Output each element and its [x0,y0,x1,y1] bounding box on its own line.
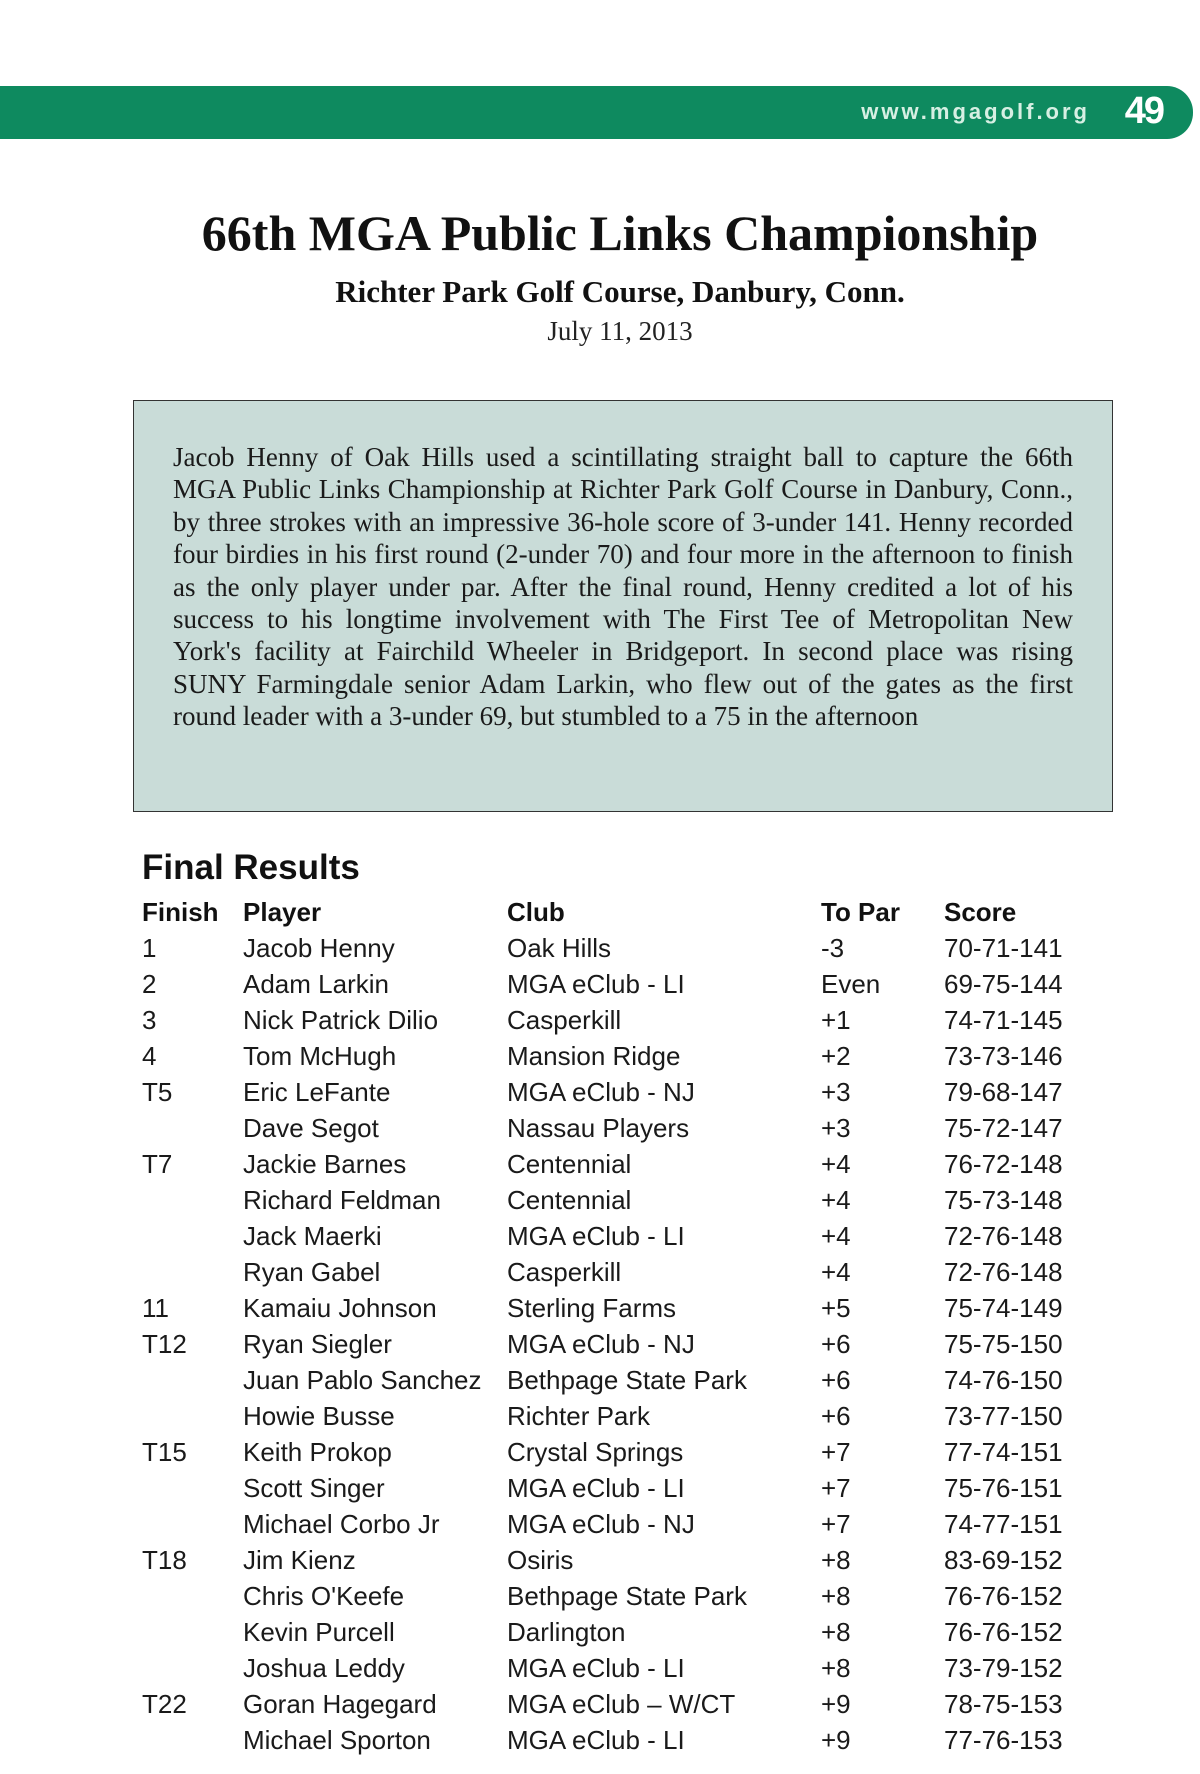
score-cell: 73-77-150 [944,1401,1063,1431]
finish-cell [142,1614,243,1650]
score-cell: 76-76-152 [944,1617,1063,1647]
club-cell: MGA eClub - LI [507,1725,685,1755]
finish-cell [142,1218,243,1254]
player-cell: Dave Segot [243,1113,379,1143]
table-row [142,1506,1104,1542]
table-row [142,1254,1104,1290]
table-row [142,1074,1104,1110]
club-cell: Darlington [507,1617,626,1647]
table-row [142,1326,1104,1362]
to-par-cell: +9 [821,1689,851,1719]
club-cell: Oak Hills [507,933,612,963]
to-par-cell: +4 [821,1221,851,1251]
finish-cell: 3 [142,1005,157,1035]
score-cell: 76-72-148 [944,1149,1063,1179]
score-cell: 73-79-152 [944,1653,1063,1683]
table-row [142,1002,1104,1038]
score-cell: 73-73-146 [944,1041,1063,1071]
score-cell: 74-71-145 [944,1005,1063,1035]
club-cell: MGA eClub - LI [507,969,685,999]
table-row [142,930,1104,966]
to-par-cell: +4 [821,1185,851,1215]
score-cell: 74-77-151 [944,1509,1063,1539]
club-cell: Casperkill [507,1005,622,1035]
to-par-cell: +8 [821,1545,851,1575]
club-cell: Centennial [507,1149,632,1179]
finish-cell [142,1110,243,1146]
finish-cell [142,1362,243,1398]
player-cell: Kamaiu Johnson [243,1293,437,1323]
player-cell: Adam Larkin [243,969,389,999]
score-cell: 75-72-147 [944,1113,1063,1143]
player-cell: Richard Feldman [243,1185,441,1215]
finish-cell: T7 [142,1149,173,1179]
to-par-cell: +5 [821,1293,851,1323]
table-row [142,1650,1104,1686]
score-cell: 72-76-148 [944,1221,1063,1251]
score-cell: 74-76-150 [944,1365,1063,1395]
finish-cell [142,1578,243,1614]
to-par-cell: +4 [821,1149,851,1179]
score-cell: 75-75-150 [944,1329,1063,1359]
score-cell: 83-69-152 [944,1545,1063,1575]
score-cell: 70-71-141 [944,933,1063,963]
finish-cell: T12 [142,1329,187,1359]
score-cell: 76-76-152 [944,1581,1063,1611]
table-row [142,1146,1104,1182]
player-cell: Ryan Gabel [243,1257,381,1287]
to-par-cell: +8 [821,1581,851,1611]
score-cell: 77-76-153 [944,1725,1063,1755]
club-cell: Bethpage State Park [507,1365,747,1395]
player-cell: Nick Patrick Dilio [243,1005,439,1035]
table-row [142,1578,1104,1614]
club-cell: MGA eClub - LI [507,1473,685,1503]
player-cell: Jackie Barnes [243,1149,407,1179]
club-cell: Mansion Ridge [507,1041,681,1071]
column-header-player: Player [243,897,322,927]
club-cell: MGA eClub - NJ [507,1509,695,1539]
table-row [142,1182,1104,1218]
to-par-cell: Even [821,969,881,999]
finish-cell [142,1398,243,1434]
to-par-cell: +4 [821,1257,851,1287]
results-table [142,894,1104,1758]
column-header-score: Score [944,897,1017,927]
site-url[interactable]: www.mgagolf.org [861,99,1090,124]
finish-cell: T5 [142,1077,173,1107]
player-cell: Chris O'Keefe [243,1581,405,1611]
to-par-cell: +7 [821,1473,851,1503]
event-date: July 11, 2013 [547,316,693,346]
player-cell: Jim Kienz [243,1545,356,1575]
summary-text: Jacob Henny of Oak Hills used a scintillating straight ball to capture the 66th MGA Public Links Championship at Richter Park Golf Course in Danbury, Conn., by three strokes with an impressive 36-hole score of 3-under 141. Henny recorded four birdies in his first round (2-under 70) and four more in the afternoon to finish as the only player under par. After the final round, Henny credited a lot of his success to his longtime involvement with The First Tee of Metropolitan New York's facility at Fairchild Wheeler in Bridgeport. In second place was rising SUNY Farmingdale senior Adam Larkin, who flew out of the gates as the first round leader with a 3-under 69, but stumbled to a 75 in the afternoon [173,442,1073,732]
to-par-cell: +6 [821,1401,851,1431]
to-par-cell: +3 [821,1113,851,1143]
club-cell: MGA eClub – W/CT [507,1689,736,1719]
player-cell: Jacob Henny [243,933,395,963]
club-cell: Casperkill [507,1257,622,1287]
score-cell: 75-76-151 [944,1473,1063,1503]
player-cell: Michael Sporton [243,1725,431,1755]
score-cell: 75-74-149 [944,1293,1063,1323]
score-cell: 79-68-147 [944,1077,1063,1107]
results-body [142,930,1104,1758]
table-row [142,1038,1104,1074]
player-cell: Scott Singer [243,1473,385,1503]
column-header-club: Club [507,897,565,927]
to-par-cell: +7 [821,1437,851,1467]
header-banner [0,86,1193,139]
table-row [142,1362,1104,1398]
club-cell: MGA eClub - NJ [507,1329,695,1359]
club-cell: Osiris [507,1545,574,1575]
table-row [142,1722,1104,1758]
to-par-cell: -3 [821,933,845,963]
column-header-finish: Finish [142,897,219,927]
table-row [142,1398,1104,1434]
results-header-row [142,894,1104,930]
score-cell: 78-75-153 [944,1689,1063,1719]
finish-cell [142,1182,243,1218]
finish-cell: 1 [142,933,157,963]
table-row [142,1542,1104,1578]
to-par-cell: +2 [821,1041,851,1071]
club-cell: Richter Park [507,1401,651,1431]
table-row [142,1290,1104,1326]
player-cell: Michael Corbo Jr [243,1509,440,1539]
finish-cell [142,1650,243,1686]
club-cell: Sterling Farms [507,1293,677,1323]
to-par-cell: +6 [821,1365,851,1395]
table-row [142,1110,1104,1146]
results-heading: Final Results [142,848,360,887]
finish-cell: 2 [142,969,157,999]
page-number: 49 [1124,90,1163,132]
player-cell: Goran Hagegard [243,1689,437,1719]
player-cell: Kevin Purcell [243,1617,395,1647]
club-cell: MGA eClub - LI [507,1221,685,1251]
club-cell: Nassau Players [507,1113,690,1143]
player-cell: Jack Maerki [243,1221,382,1251]
finish-cell [142,1470,243,1506]
finish-cell: 4 [142,1041,157,1071]
to-par-cell: +7 [821,1509,851,1539]
summary-box [133,400,1113,812]
table-row [142,966,1104,1002]
finish-cell: 11 [142,1293,169,1323]
to-par-cell: +9 [821,1725,851,1755]
player-cell: Ryan Siegler [243,1329,392,1359]
table-row [142,1470,1104,1506]
table-row [142,1614,1104,1650]
finish-cell: T15 [142,1437,187,1467]
club-cell: Bethpage State Park [507,1581,747,1611]
page-title: 66th MGA Public Links Championship [201,205,1039,261]
score-cell: 77-74-151 [944,1437,1063,1467]
club-cell: MGA eClub - NJ [507,1077,695,1107]
finish-cell [142,1722,243,1758]
finish-cell: T18 [142,1545,187,1575]
to-par-cell: +8 [821,1617,851,1647]
player-cell: Joshua Leddy [243,1653,405,1683]
club-cell: Centennial [507,1185,632,1215]
finish-cell: T22 [142,1689,187,1719]
table-row [142,1218,1104,1254]
club-cell: MGA eClub - LI [507,1653,685,1683]
finish-cell [142,1506,243,1542]
finish-cell [142,1254,243,1290]
to-par-cell: +8 [821,1653,851,1683]
club-cell: Crystal Springs [507,1437,684,1467]
player-cell: Eric LeFante [243,1077,391,1107]
to-par-cell: +6 [821,1329,851,1359]
player-cell: Howie Busse [243,1401,395,1431]
player-cell: Keith Prokop [243,1437,392,1467]
to-par-cell: +1 [821,1005,851,1035]
player-cell: Juan Pablo Sanchez [243,1365,482,1395]
to-par-cell: +3 [821,1077,851,1107]
score-cell: 75-73-148 [944,1185,1063,1215]
table-row [142,1686,1104,1722]
score-cell: 69-75-144 [944,969,1063,999]
player-cell: Tom McHugh [243,1041,397,1071]
event-location: Richter Park Golf Course, Danbury, Conn. [335,274,905,309]
score-cell: 72-76-148 [944,1257,1063,1287]
column-header-to-par: To Par [821,897,900,927]
table-row [142,1434,1104,1470]
